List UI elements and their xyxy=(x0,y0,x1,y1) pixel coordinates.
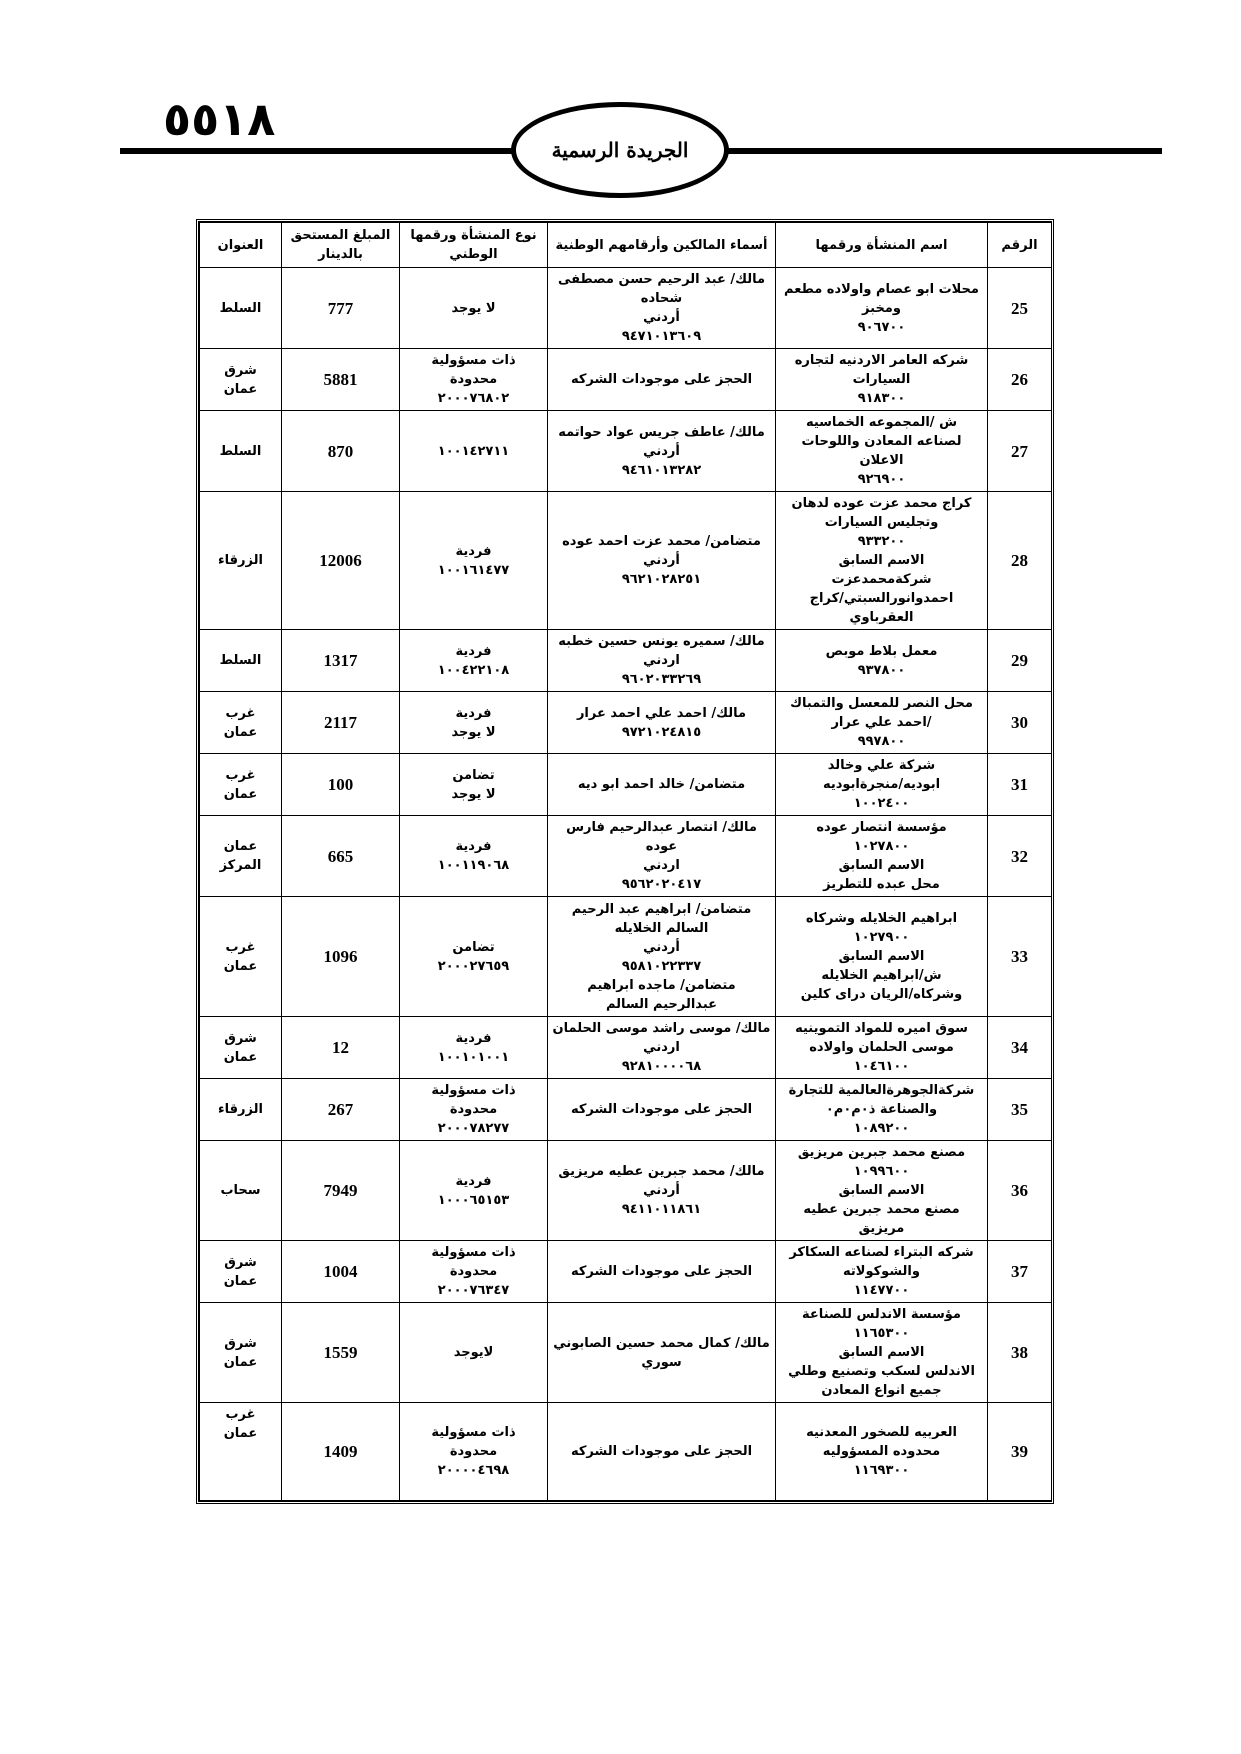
owners-line: مالك/ محمد جبرين عطيه مريزيق xyxy=(558,1164,765,1179)
owners-line: مالك/ احمد علي احمد عرار xyxy=(576,705,747,721)
col-header-number: الرقم xyxy=(988,223,1052,268)
facility-name-line: ابوديه/منجرةابوديه xyxy=(822,777,941,792)
owners xyxy=(548,1079,776,1141)
table-row xyxy=(200,816,1052,897)
table-row xyxy=(200,1017,1052,1079)
owners-line: الحجز على موجودات الشركه xyxy=(570,1264,753,1279)
facility-type xyxy=(400,1303,548,1403)
address xyxy=(200,492,282,630)
facility-name xyxy=(776,1141,988,1241)
address-line: المركز xyxy=(219,858,262,873)
facility-name-line: الاندلس لسكب وتصنيع وطلي xyxy=(788,1364,975,1379)
facility-name-line: شركه البتراء لصناعه السكاكر xyxy=(789,1245,974,1260)
facility-name-line: العقرباوي xyxy=(849,610,914,625)
owners-line: مالك/ انتصار عبدالرحيم فارس xyxy=(566,820,757,835)
amount-due: 2117 xyxy=(282,692,400,754)
amount-due: 267 xyxy=(282,1079,400,1141)
facility-name-line: جميع انواع المعادن xyxy=(821,1383,942,1398)
facility-type-line: ذات مسؤولية xyxy=(431,1425,516,1440)
owners-line: ٩٧٢١٠٢٤٨١٥ xyxy=(621,724,702,740)
table-row xyxy=(200,692,1052,754)
owners-line: شحاده xyxy=(640,291,683,306)
facility-name-line: مؤسسة الاندلس للصناعة xyxy=(802,1307,961,1322)
owners xyxy=(548,1303,776,1403)
row-number: 31 xyxy=(988,754,1052,816)
table-row xyxy=(200,349,1052,411)
facility-type-line: ذات مسؤولية xyxy=(431,1083,516,1098)
facility-type-line: فردية xyxy=(455,643,492,659)
facility-type xyxy=(400,492,548,630)
facility-type-line: ١٠٠١٤٢٧١١ xyxy=(437,443,510,459)
address xyxy=(200,754,282,816)
facility-type xyxy=(400,349,548,411)
owners-line: مالك/ عاطف جريس عواد حواتمه xyxy=(558,424,765,440)
address-line: عمان xyxy=(223,786,258,802)
address xyxy=(200,1403,282,1501)
facility-name-line: مصنع محمد جبرين عطيه مريزيق xyxy=(803,1202,960,1236)
facility-name-line: احمدوانورالسبتي/كراج xyxy=(809,591,954,606)
facility-type xyxy=(400,1079,548,1141)
facility-type-line: لا يوجد xyxy=(451,724,496,740)
table-row xyxy=(200,1241,1052,1303)
facility-name xyxy=(776,1079,988,1141)
facility-name xyxy=(776,268,988,349)
facility-type-line: ١٠٠١١٩٠٦٨ xyxy=(437,858,510,873)
owners-line: ٩٥٨١٠٢٢٣٣٧ xyxy=(621,958,702,974)
facility-type-line: ٢٠٠٠٢٧٦٥٩ xyxy=(437,958,510,974)
facility-name-line: محل عبده للتطريز xyxy=(823,877,940,892)
facility-type-line: فردية xyxy=(455,1030,492,1046)
facility-name-line: مصنع محمد جبرين مريزيق xyxy=(797,1145,966,1160)
col-header-amount: المبلغ المستحق بالدينار xyxy=(282,223,400,268)
owners xyxy=(548,349,776,411)
facility-type xyxy=(400,692,548,754)
owners-line: ٩٢٨١٠٠٠٠٦٨ xyxy=(621,1059,702,1074)
facility-name-line: السيارات xyxy=(852,372,911,387)
col-header-facility-type: نوع المنشأة ورقمها الوطني xyxy=(400,223,548,268)
owners xyxy=(548,897,776,1017)
facility-type-line: محدودة xyxy=(449,372,498,387)
facility-name-line: شركه العامر الاردنيه لتجاره xyxy=(794,353,969,368)
owners-line: سوري xyxy=(641,1354,682,1370)
owners-line: متضامن/ ابراهيم عبد الرحيم xyxy=(571,901,752,917)
facility-type-line: لايوجد xyxy=(453,1345,494,1360)
table-row xyxy=(200,897,1052,1017)
amount-due: 1096 xyxy=(282,897,400,1017)
table-row xyxy=(200,268,1052,349)
facility-name-line: ١١٤٧٧٠٠ xyxy=(853,1283,910,1298)
address-line: شرق xyxy=(224,1254,257,1270)
facility-name-line: ٩١٨٣٠٠ xyxy=(857,391,906,406)
table-row xyxy=(200,754,1052,816)
address-line: عمان xyxy=(223,1426,258,1441)
facility-name-line: مؤسسة انتصار عوده xyxy=(816,820,947,835)
owners-line: اردني xyxy=(643,653,680,668)
table-row xyxy=(200,492,1052,630)
owners-line: متضامن/ ماجده ابراهيم xyxy=(587,977,736,993)
address-line: عمان xyxy=(223,839,258,854)
facility-type xyxy=(400,897,548,1017)
address-line: الزرقاء xyxy=(218,1102,263,1117)
owners-line: عوده xyxy=(645,839,678,854)
address-line: شرق xyxy=(224,1335,257,1351)
owners-line: ٩٤٦١٠١٣٢٨٢ xyxy=(621,462,702,478)
address xyxy=(200,692,282,754)
row-number: 25 xyxy=(988,268,1052,349)
row-number: 32 xyxy=(988,816,1052,897)
facility-type-line: لا يوجد xyxy=(451,300,496,316)
address xyxy=(200,349,282,411)
col-header-address: العنوان xyxy=(200,223,282,268)
facility-name-line: الاسم السابق xyxy=(838,949,925,964)
owners-line: الحجز على موجودات الشركه xyxy=(570,372,753,387)
facility-name-line: كراج محمد عزت عوده لدهان xyxy=(791,496,972,511)
facility-name-line: ١٠٢٧٩٠٠ xyxy=(853,930,910,945)
facility-name-line: شركةمحمدعزت xyxy=(831,572,932,587)
owners xyxy=(548,1141,776,1241)
address-line: السلط xyxy=(219,653,262,668)
row-number: 30 xyxy=(988,692,1052,754)
address xyxy=(200,1017,282,1079)
amount-due: 1004 xyxy=(282,1241,400,1303)
facility-name-line: ش/ابراهيم الخلايله xyxy=(821,968,942,983)
facility-name-line: الاسم السابق xyxy=(838,858,925,873)
table-row xyxy=(200,1303,1052,1403)
owners xyxy=(548,1017,776,1079)
amount-due: 665 xyxy=(282,816,400,897)
facility-type xyxy=(400,754,548,816)
address-line: الزرقاء xyxy=(218,553,263,568)
facility-name xyxy=(776,1241,988,1303)
facility-type-line: محدودة xyxy=(449,1264,498,1279)
owners-line: ٩٦٠٢٠٣٣٢٦٩ xyxy=(621,672,702,687)
facility-type-line: ٢٠٠٠٧٦٣٤٧ xyxy=(437,1283,510,1298)
header-oval xyxy=(511,102,729,198)
facility-name xyxy=(776,754,988,816)
amount-due: 12006 xyxy=(282,492,400,630)
address-line: شرق xyxy=(224,1030,257,1046)
owners xyxy=(548,1403,776,1501)
facility-name xyxy=(776,816,988,897)
facility-name-line: الاسم السابق xyxy=(838,553,925,568)
address-line: عمان xyxy=(223,1273,258,1289)
row-number: 29 xyxy=(988,630,1052,692)
facility-type-line: ٢٠٠٠٧٦٨٠٢ xyxy=(437,391,510,406)
facility-type-line: ١٠٠٠٦٥١٥٣ xyxy=(437,1192,510,1208)
facility-type-line: فردية xyxy=(455,543,492,559)
amount-due: 1559 xyxy=(282,1303,400,1403)
owners-line: السالم الخلايله xyxy=(614,920,709,936)
page-number: ٥٥١٨ xyxy=(163,92,276,146)
row-number: 39 xyxy=(988,1403,1052,1501)
facility-name-line: ١٠٤٦١٠٠ xyxy=(853,1059,910,1074)
facility-name-line: محدوده المسؤوليه xyxy=(822,1444,941,1459)
address xyxy=(200,816,282,897)
facility-name xyxy=(776,1403,988,1501)
facility-name-line: لصناعه المعادن واللوحات xyxy=(801,434,962,449)
facility-type xyxy=(400,268,548,349)
owners-line: مالك/ سميره يونس حسين خطبه xyxy=(558,634,765,649)
facility-type xyxy=(400,411,548,492)
owners xyxy=(548,754,776,816)
owners-line: مالك/ عبد الرحيم حسن مصطفى xyxy=(557,272,766,287)
facility-name-line: ٩٢٦٩٠٠ xyxy=(857,472,906,487)
row-number: 27 xyxy=(988,411,1052,492)
owners-line: مالك/ موسى راشد موسى الحلمان xyxy=(552,1021,771,1036)
owners xyxy=(548,630,776,692)
owners-line: الحجز على موجودات الشركه xyxy=(570,1444,753,1459)
facility-name-line: محل النصر للمعسل والتمباك xyxy=(790,696,973,711)
facility-type xyxy=(400,816,548,897)
facility-name xyxy=(776,630,988,692)
registry-table-frame xyxy=(196,219,1054,1504)
row-number: 26 xyxy=(988,349,1052,411)
table-row xyxy=(200,1141,1052,1241)
facility-name-line: ٩٩٧٨٠٠ xyxy=(857,734,906,749)
facility-type-line: فردية xyxy=(455,839,492,854)
facility-type-line: ذات مسؤولية xyxy=(431,353,516,368)
facility-name-line: ابراهيم الخلايله وشركاه xyxy=(805,911,958,926)
table-row xyxy=(200,1079,1052,1141)
facility-type-line: ١٠٠٤٢٢١٠٨ xyxy=(437,662,510,678)
owners xyxy=(548,492,776,630)
facility-name-line: الاسم السابق xyxy=(838,1345,925,1360)
facility-name-line: ش /المجموعه الخماسيه xyxy=(805,415,958,430)
facility-name-line: العربيه للصخور المعدنيه xyxy=(806,1425,957,1440)
facility-type xyxy=(400,1141,548,1241)
row-number: 35 xyxy=(988,1079,1052,1141)
facility-name-line: /احمد علي عرار xyxy=(831,715,932,730)
facility-name xyxy=(776,1017,988,1079)
facility-name-line: ٩٣٧٨٠٠ xyxy=(857,662,906,678)
facility-type-line: محدودة xyxy=(449,1444,498,1459)
facility-type-line: ٢٠٠٠٧٨٢٧٧ xyxy=(437,1121,510,1136)
facility-type-line: تضامن xyxy=(452,767,495,783)
owners-line: عبدالرحيم السالم xyxy=(605,996,718,1012)
owners-line: أردني xyxy=(643,443,680,459)
facility-name-line: الاسم السابق xyxy=(838,1183,925,1198)
facility-type xyxy=(400,1017,548,1079)
owners xyxy=(548,268,776,349)
facility-name-line: موسى الحلمان واولاده xyxy=(809,1040,954,1055)
address-line: غرب xyxy=(225,705,256,721)
owners-line: مالك/ كمال محمد حسين الصابوني xyxy=(553,1335,770,1351)
facility-type-line: لا يوجد xyxy=(451,786,496,802)
amount-due: 12 xyxy=(282,1017,400,1079)
facility-name xyxy=(776,897,988,1017)
owners-line: أردني xyxy=(643,310,680,325)
facility-name xyxy=(776,1303,988,1403)
facility-name xyxy=(776,692,988,754)
facility-name-line: ١٠٢٧٨٠٠ xyxy=(853,839,910,854)
amount-due: 1409 xyxy=(282,1403,400,1501)
facility-type-line: فردية xyxy=(455,705,492,721)
amount-due: 100 xyxy=(282,754,400,816)
col-header-owners: أسماء المالكين وأرقامهم الوطنية xyxy=(548,223,776,268)
address xyxy=(200,268,282,349)
facility-name-line: معمل بلاط موبص xyxy=(825,643,938,659)
facility-type-line: ٢٠٠٠٠٤٦٩٨ xyxy=(437,1463,510,1478)
owners-line: أردني xyxy=(643,939,680,955)
row-number: 33 xyxy=(988,897,1052,1017)
facility-name-line: شركة علي وخالد xyxy=(827,758,936,773)
facility-name-line: شركةالجوهرةالعالمية للتجارة xyxy=(788,1083,975,1098)
facility-name-line: وشركاه/الريان دراى كلين xyxy=(800,987,963,1002)
owners-line: متضامن/ خالد احمد ابو ديه xyxy=(577,777,746,792)
facility-type-line: محدودة xyxy=(449,1102,498,1117)
amount-due: 7949 xyxy=(282,1141,400,1241)
address-line: السلط xyxy=(219,443,262,459)
address xyxy=(200,1141,282,1241)
row-number: 36 xyxy=(988,1141,1052,1241)
address-line: عمان xyxy=(223,381,258,397)
registry-table xyxy=(199,222,1052,1501)
address-line: شرق xyxy=(224,362,257,378)
facility-name-line: ومخبز xyxy=(862,300,901,316)
address-line: عمان xyxy=(223,958,258,974)
table-header-row xyxy=(200,223,1052,268)
facility-name-line: محلات ابو عصام واولاده مطعم xyxy=(784,281,979,297)
owners-line: أردني xyxy=(643,1183,680,1198)
owners-line: متضامن/ محمد عزت احمد عوده xyxy=(562,534,761,549)
table-row xyxy=(200,630,1052,692)
facility-name-line: ٩٣٣٢٠٠ xyxy=(857,534,906,549)
owners-line: ٩٤٧١٠١٣٦٠٩ xyxy=(621,329,702,344)
address-line: غرب xyxy=(225,939,256,955)
address-line: السلط xyxy=(219,300,262,316)
table-row xyxy=(200,1403,1052,1501)
owners-line: ٩٦٢١٠٢٨٢٥١ xyxy=(621,572,702,587)
address-line: عمان xyxy=(223,724,258,740)
owners xyxy=(548,411,776,492)
gazette-title: الجريدة الرسمية xyxy=(551,138,689,162)
row-number: 37 xyxy=(988,1241,1052,1303)
facility-name-line: ١٠٩٩٦٠٠ xyxy=(853,1164,910,1179)
facility-name-line: والشوكولاته xyxy=(843,1264,920,1279)
col-header-facility-name: اسم المنشأة ورقمها xyxy=(776,223,988,268)
table-body xyxy=(200,268,1052,1501)
facility-name xyxy=(776,492,988,630)
facility-name xyxy=(776,349,988,411)
facility-type xyxy=(400,630,548,692)
address-line: غرب xyxy=(225,767,256,783)
owners xyxy=(548,1241,776,1303)
address xyxy=(200,1079,282,1141)
facility-type-line: ١٠٠١٠١٠٠١ xyxy=(437,1049,510,1065)
address xyxy=(200,1303,282,1403)
facility-name-line: ٩٠٦٧٠٠ xyxy=(857,319,906,335)
address xyxy=(200,630,282,692)
address-line: سحاب xyxy=(220,1183,261,1198)
facility-name-line: سوق اميره للمواد التموينيه xyxy=(795,1021,968,1036)
row-number: 38 xyxy=(988,1303,1052,1403)
facility-name-line: ١٠٠٢٤٠٠ xyxy=(853,796,910,811)
facility-name-line: ١١٦٩٣٠٠ xyxy=(853,1463,910,1478)
facility-name-line: ١٠٨٩٢٠٠ xyxy=(853,1121,910,1136)
facility-name-line: وتجليس السيارات xyxy=(824,515,939,530)
address xyxy=(200,897,282,1017)
owners-line: الحجز على موجودات الشركه xyxy=(570,1102,753,1117)
facility-type-line: ١٠٠١٦١٤٧٧ xyxy=(437,562,510,578)
facility-type-line: ذات مسؤولية xyxy=(431,1245,516,1260)
facility-name-line: ١١٦٥٣٠٠ xyxy=(853,1326,910,1341)
owners-line: أردني xyxy=(643,553,680,568)
amount-due: 870 xyxy=(282,411,400,492)
amount-due: 777 xyxy=(282,268,400,349)
address-line: غرب xyxy=(225,1407,256,1422)
row-number: 28 xyxy=(988,492,1052,630)
owners-line: اردني xyxy=(643,858,680,873)
facility-type xyxy=(400,1241,548,1303)
amount-due: 1317 xyxy=(282,630,400,692)
facility-name xyxy=(776,411,988,492)
amount-due: 5881 xyxy=(282,349,400,411)
address-line: عمان xyxy=(223,1049,258,1065)
owners-line: اردني xyxy=(643,1040,680,1055)
facility-name-line: والصناعة ذ٠م٠م٠ xyxy=(825,1102,938,1117)
facility-type xyxy=(400,1403,548,1501)
facility-type-line: فردية xyxy=(455,1173,492,1189)
owners-line: ٩٥٦٢٠٢٠٤١٧ xyxy=(621,877,702,892)
address-line: عمان xyxy=(223,1354,258,1370)
facility-name-line: الاعلان xyxy=(859,453,904,468)
address xyxy=(200,1241,282,1303)
owners-line: ٩٤١١٠١١٨٦١ xyxy=(621,1202,702,1217)
table-row xyxy=(200,411,1052,492)
owners xyxy=(548,816,776,897)
row-number: 34 xyxy=(988,1017,1052,1079)
owners xyxy=(548,692,776,754)
facility-type-line: تضامن xyxy=(452,939,495,955)
address xyxy=(200,411,282,492)
